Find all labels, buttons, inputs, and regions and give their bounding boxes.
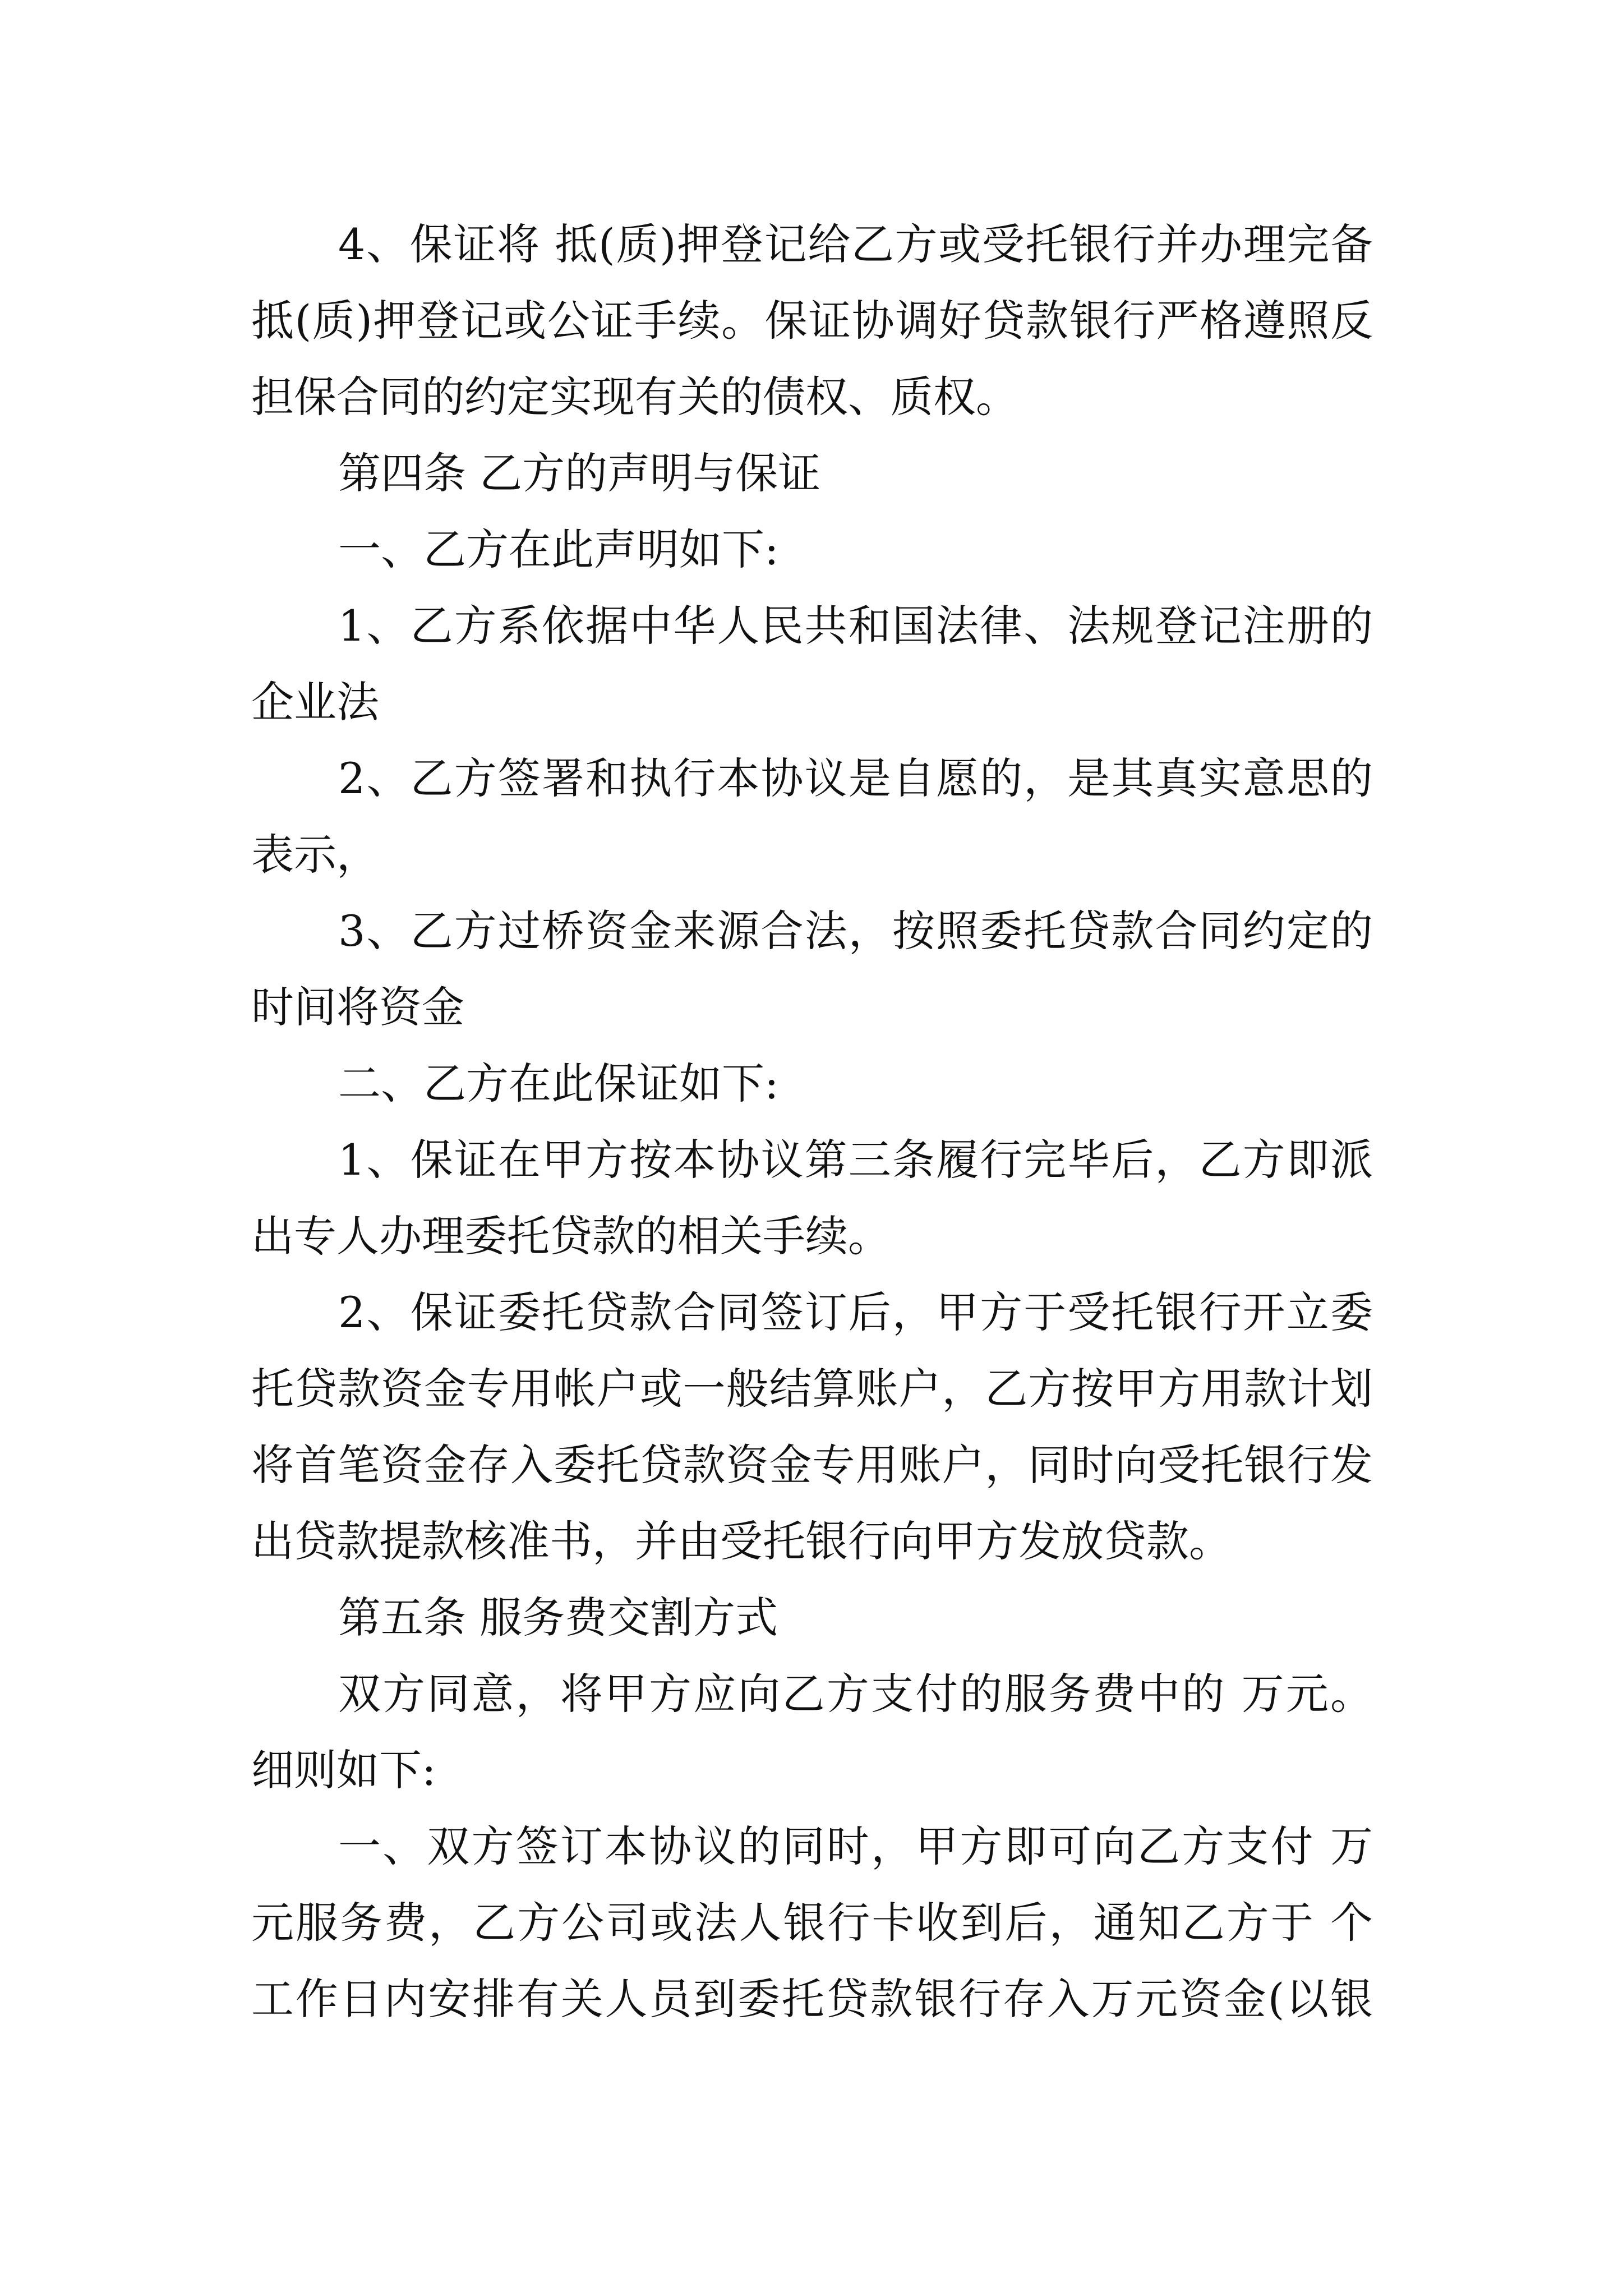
- text-line: 细则如下:: [251, 1745, 436, 1795]
- text-line: 1、保证在甲方按本协议第三条履行完毕后，乙方即派: [338, 1135, 1373, 1185]
- text-line: 工作日内安排有关人员到委托贷款银行存入万元资金(以银: [251, 1974, 1373, 2024]
- text-line: 元服务费，乙方公司或法人银行卡收到后，通知乙方于 个: [251, 1898, 1373, 1948]
- text-line: 担保合同的约定实现有关的债权、质权。: [251, 372, 1018, 422]
- text-line: 2、保证委托贷款合同签订后，甲方于受托银行开立委: [338, 1287, 1373, 1337]
- text-line: 3、乙方过桥资金来源合法，按照委托贷款合同约定的: [338, 906, 1373, 956]
- text-line: 2、乙方签署和执行本协议是自愿的，是其真实意思的: [338, 753, 1373, 803]
- text-line: 4、保证将 抵(质)押登记给乙方或受托银行并办理完备: [338, 219, 1373, 269]
- section-heading: 第五条 服务费交割方式: [338, 1593, 778, 1642]
- text-line: 双方同意，将甲方应向乙方支付的服务费中的 万元。: [338, 1669, 1373, 1719]
- text-line: 时间将资金: [251, 982, 464, 1032]
- text-line: 1、乙方系依据中华人民共和国法律、法规登记注册的: [338, 601, 1373, 651]
- text-line: 托贷款资金专用帐户或一般结算账户，乙方按甲方用款计划: [251, 1364, 1373, 1414]
- text-line: 二、乙方在此保证如下:: [338, 1059, 779, 1108]
- text-line: 将首笔资金存入委托贷款资金专用账户，同时向受托银行发: [251, 1440, 1373, 1490]
- text-line: 一、双方签订本协议的同时，甲方即可向乙方支付 万: [338, 1821, 1373, 1871]
- section-heading: 第四条 乙方的声明与保证: [338, 448, 821, 498]
- text-line: 抵(质)押登记或公证手续。保证协调好贷款银行严格遵照反: [251, 296, 1373, 346]
- text-line: 出专人办理委托贷款的相关手续。: [251, 1211, 891, 1261]
- text-line: 企业法: [251, 677, 379, 727]
- text-line: 一、乙方在此声明如下:: [338, 524, 779, 574]
- text-line: 表示，: [251, 830, 379, 880]
- text-line: 出贷款提款核准书，并由受托银行向甲方发放贷款。: [251, 1516, 1232, 1566]
